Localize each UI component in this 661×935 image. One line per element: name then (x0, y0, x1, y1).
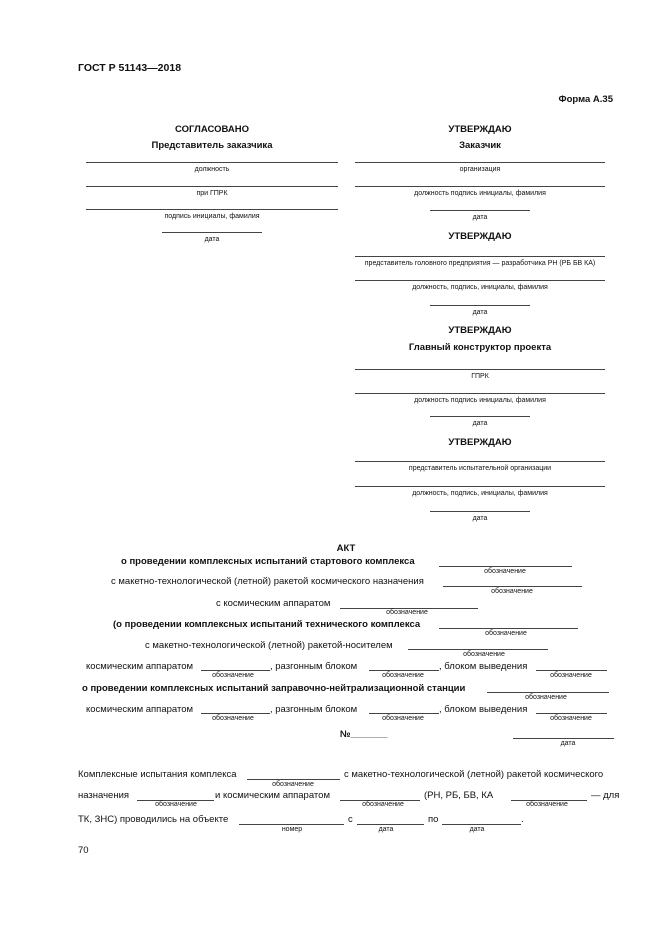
gprk-caption: при ГПРК (196, 190, 228, 197)
act-number-field[interactable]: №_______ (340, 729, 388, 740)
designation-caption: обозначение (484, 568, 526, 575)
designation-caption: обозначение (382, 672, 424, 679)
body-purpose-text: назначения (78, 790, 130, 801)
rocket-designation-line[interactable] (443, 586, 582, 587)
date-caption: дата (469, 826, 485, 833)
position-line[interactable] (86, 162, 338, 163)
designation-caption: обозначение (362, 801, 404, 808)
body-from-text: с (348, 814, 353, 825)
facility-number-line[interactable] (239, 824, 344, 825)
act-fueling-station-text: о проведении комплексных испытаний заправочно-нейтрализационной станции (82, 683, 466, 694)
launch-complex-designation-line[interactable] (439, 566, 572, 567)
act-injection-unit-label: , блоком выведения (439, 661, 528, 672)
body-facility-text: ТК, ЗНС) проводились на объекте (78, 814, 229, 825)
signature-caption: должность подпись инициалы, фамилия (414, 397, 546, 404)
signature-caption: должность, подпись, инициалы, фамилия (412, 490, 548, 497)
number-caption: номер (281, 826, 303, 833)
date-line[interactable] (162, 232, 262, 233)
signature-line[interactable] (355, 280, 605, 281)
standard-code: ГОСТ Р 51143—2018 (78, 62, 182, 74)
body-complex-text: Комплексные испытания комплекса (78, 769, 237, 780)
complex-designation-line[interactable] (247, 779, 340, 780)
customer-representative-label: Представитель заказчика (151, 140, 273, 151)
act-spacecraft-label: космическим аппаратом (86, 661, 194, 672)
act-upper-stage-label: , разгонным блоком (270, 704, 358, 715)
designation-caption: обозначение (155, 801, 197, 808)
gprk-caption: ГПРК (471, 373, 489, 380)
designation-caption: обозначение (526, 801, 568, 808)
injection-unit-designation-line[interactable] (536, 713, 607, 714)
act-launch-vehicle-text: с макетно-технологической (летной) ракетой-носителем (145, 640, 393, 651)
test-org-caption: представитель испытательной организации (408, 465, 552, 472)
body-vehicle-types-text: (РН, РБ, БВ, КА (424, 790, 494, 801)
act-injection-unit-label: , блоком выведения (439, 704, 528, 715)
act-rocket-text: с макетно-технологической (летной) ракетой космического назначения (111, 576, 424, 587)
gprk-line[interactable] (86, 186, 338, 187)
approve-title: УТВЕРЖДАЮ (448, 437, 512, 448)
act-launch-complex-text: о проведении комплексных испытаний стартового комплекса (121, 556, 415, 567)
designation-caption: обозначение (550, 672, 592, 679)
designation-caption: обозначение (463, 651, 505, 658)
act-technical-complex-text: (о проведении комплексных испытаний технического комплекса (113, 619, 421, 630)
designation-caption: обозначение (491, 588, 533, 595)
designation-caption: обозначение (382, 715, 424, 722)
signature-caption: должность подпись инициалы, фамилия (414, 190, 546, 197)
approve-title: УТВЕРЖДАЮ (448, 325, 512, 336)
gprk-line[interactable] (355, 369, 605, 370)
signature-caption: должность, подпись, инициалы, фамилия (412, 284, 548, 291)
date-caption: дата (472, 309, 488, 316)
act-spacecraft-label: космическим аппаратом (86, 704, 194, 715)
upper-stage-designation-line[interactable] (369, 713, 439, 714)
date-caption: дата (472, 420, 488, 427)
designation-caption: обозначение (485, 630, 527, 637)
approve-title: УТВЕРЖДАЮ (448, 231, 512, 242)
page-number: 70 (78, 845, 89, 856)
position-caption: должность (194, 166, 230, 173)
act-upper-stage-label: , разгонным блоком (270, 661, 358, 672)
signature-line[interactable] (355, 393, 605, 394)
date-line[interactable] (430, 416, 530, 417)
injection-unit-designation-line[interactable] (536, 670, 607, 671)
act-date-line[interactable] (513, 738, 614, 739)
test-org-line[interactable] (355, 461, 605, 462)
date-caption: дата (560, 740, 576, 747)
act-spacecraft-text: с космическим аппаратом (216, 598, 331, 609)
date-line[interactable] (430, 305, 530, 306)
date-caption: дата (472, 515, 488, 522)
date-line[interactable] (430, 210, 530, 211)
chief-designer-label: Главный конструктор проекта (408, 342, 552, 353)
signature-line[interactable] (355, 486, 605, 487)
designation-caption: обозначение (212, 715, 254, 722)
act-title: АКТ (336, 543, 356, 554)
date-caption: дата (204, 236, 220, 243)
date-caption: дата (378, 826, 394, 833)
body-spacecraft-text: и космическим аппаратом (215, 790, 330, 801)
designation-caption: обозначение (525, 694, 567, 701)
spacecraft-designation-line[interactable] (201, 670, 270, 671)
designation-caption: обозначение (386, 609, 428, 616)
body-rocket-text: с макетно-технологической (летной) ракетой космического (344, 769, 604, 780)
designation-caption: обозначение (212, 672, 254, 679)
date-caption: дата (472, 214, 488, 221)
approve-title: УТВЕРЖДАЮ (448, 124, 512, 135)
body-for-text: — для (591, 790, 620, 801)
upper-stage-designation-line[interactable] (369, 670, 439, 671)
customer-label: Заказчик (459, 140, 501, 151)
launch-vehicle-designation-line[interactable] (408, 649, 548, 650)
designation-caption: обозначение (550, 715, 592, 722)
signature-line[interactable] (355, 186, 605, 187)
organization-caption: организация (459, 166, 501, 173)
agreed-title: СОГЛАСОВАНО (175, 124, 249, 135)
signature-caption: подпись инициалы, фамилия (164, 213, 260, 220)
date-line[interactable] (430, 511, 530, 512)
designation-caption: обозначение (272, 781, 314, 788)
body-to-text: по (428, 814, 439, 825)
form-number: Форма А.35 (558, 94, 613, 105)
body-period: . (521, 814, 524, 825)
signature-line[interactable] (86, 209, 338, 210)
developer-line[interactable] (355, 256, 605, 257)
start-date-line[interactable] (357, 824, 424, 825)
technical-complex-designation-line[interactable] (439, 628, 578, 629)
organization-line[interactable] (355, 162, 605, 163)
fueling-station-designation-line[interactable] (487, 692, 609, 693)
spacecraft-designation-line[interactable] (201, 713, 270, 714)
developer-caption: представитель головного предприятия — разработчика РН (РБ БВ КА) (364, 260, 596, 267)
end-date-line[interactable] (442, 824, 521, 825)
